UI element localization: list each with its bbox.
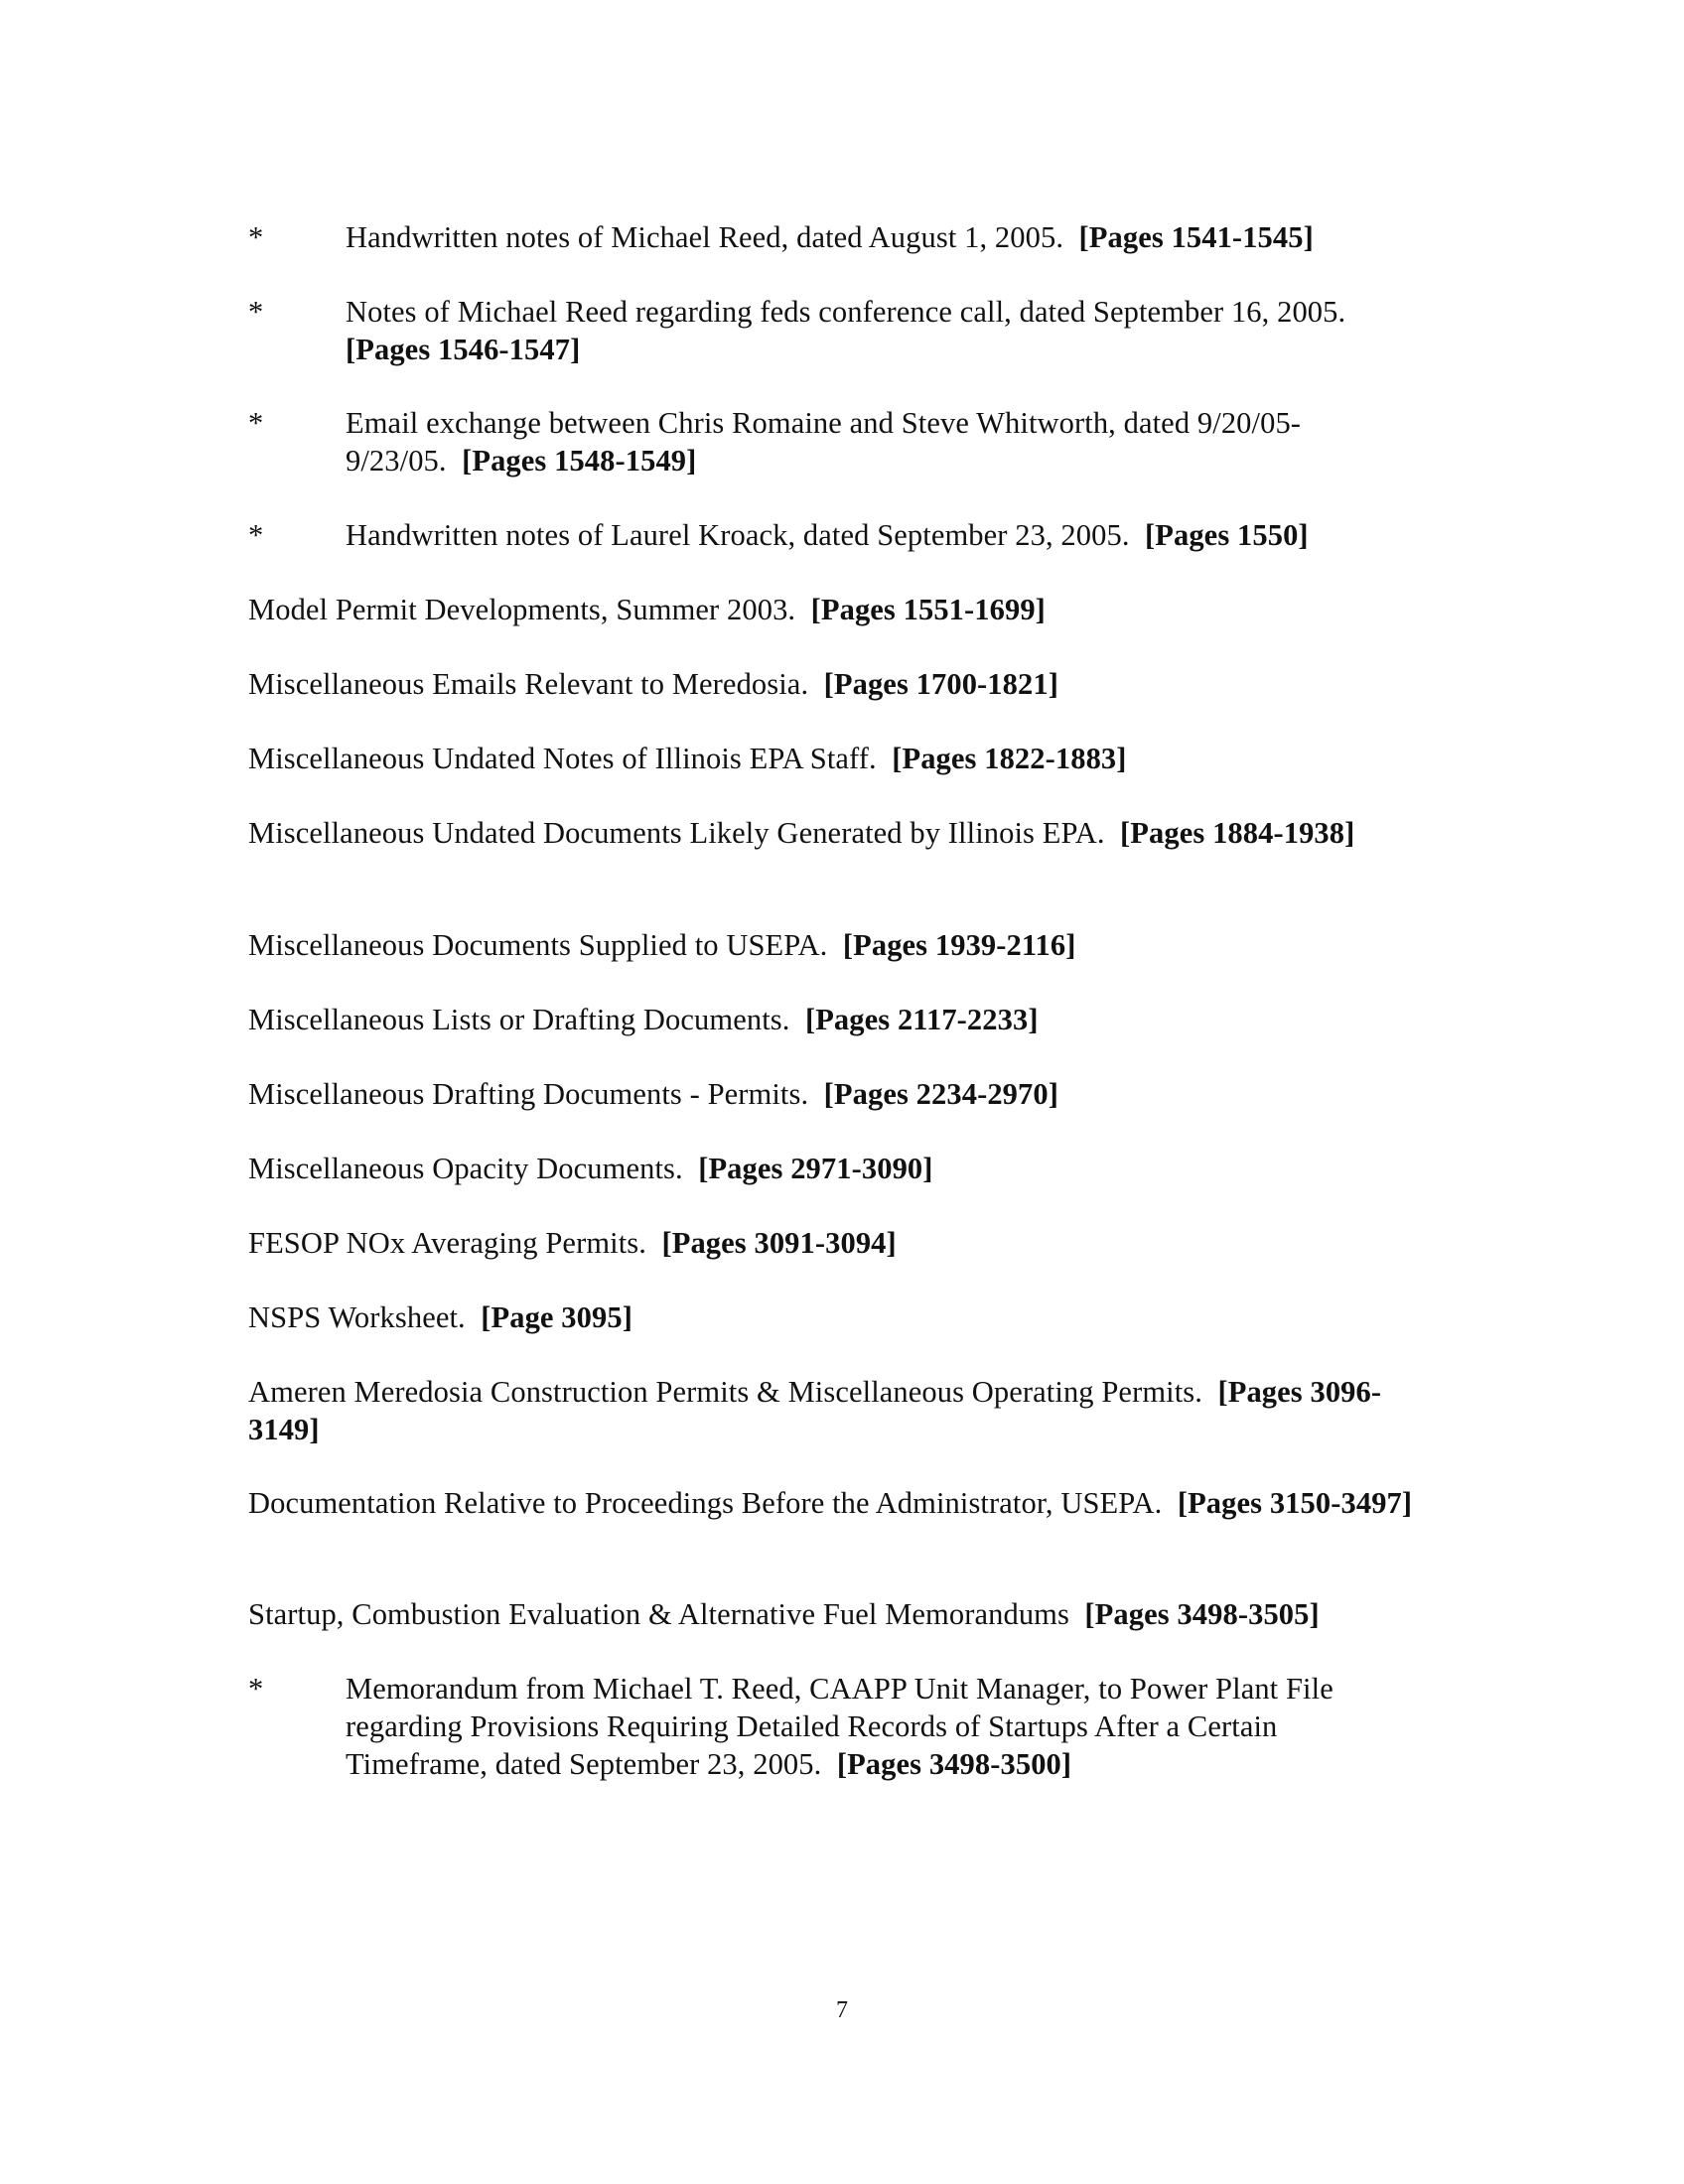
entry-description: Startup, Combustion Evaluation & Alternative Fuel Memorandums <box>248 1597 1069 1631</box>
entry-description: Email exchange between Chris Romaine and Steve Whitworth, dated 9/20/05-9/23/05. <box>346 406 1302 478</box>
entry-description: Miscellaneous Lists or Drafting Documents. <box>248 1003 790 1036</box>
page-number: 7 <box>836 1997 848 2023</box>
entry-description: Miscellaneous Emails Relevant to Meredosia. <box>248 667 809 701</box>
entry-description: Miscellaneous Documents Supplied to USEPA. <box>248 928 828 962</box>
list-item <box>248 1150 1440 1187</box>
entry-description: Miscellaneous Undated Documents Likely Generated by Illinois EPA. <box>248 816 1105 850</box>
list-item <box>248 1298 1440 1336</box>
list-item <box>248 1595 1440 1633</box>
entry-description: Miscellaneous Drafting Documents - Permits. <box>248 1077 809 1111</box>
entry-pages-reference: [Pages 1884-1938] <box>1120 816 1355 850</box>
entry-text <box>346 404 1348 479</box>
list-item <box>248 1001 1440 1038</box>
entry-text <box>346 218 1438 256</box>
entry-pages-reference: [Pages 2234-2970] <box>823 1077 1058 1111</box>
bullet-asterisk: * <box>248 518 264 552</box>
entry-pages-reference: [Pages 3096-3149] <box>248 1375 1382 1446</box>
entry-pages-reference: [Pages 1548-1549] <box>462 444 697 478</box>
entry-pages-reference: [Pages 1551-1699] <box>810 593 1046 626</box>
entry-description: Documentation Relative to Proceedings Before the Administrator, USEPA. <box>248 1486 1163 1520</box>
entry-description: NSPS Worksheet. <box>248 1300 466 1334</box>
entry-description: Memorandum from Michael T. Reed, CAAPP Unit Manager, to Power Plant File regarding Provisions Requiring Detailed Records of Startups After a Certain Timeframe, dated September 23, 2005. <box>346 1672 1333 1781</box>
list-item <box>248 1484 1430 1522</box>
bullet-asterisk: * <box>248 295 264 329</box>
entry-pages-reference: [Pages 1550] <box>1145 518 1309 552</box>
entry-pages-reference: [Pages 2971-3090] <box>698 1152 933 1185</box>
list-item <box>248 740 1440 777</box>
list-item <box>248 814 1380 852</box>
list-item <box>248 591 1440 628</box>
list-item <box>248 1075 1440 1113</box>
entry-pages-reference: [Pages 3498-3505] <box>1084 1597 1320 1631</box>
entry-description: Miscellaneous Opacity Documents. <box>248 1152 683 1185</box>
bullet-asterisk: * <box>248 220 264 254</box>
entry-text <box>346 516 1438 554</box>
entry-description: Ameren Meredosia Construction Permits & Miscellaneous Operating Permits. <box>248 1375 1202 1409</box>
entry-pages-reference: [Pages 1822-1883] <box>892 742 1127 775</box>
entry-pages-reference: [Pages 2117-2233] <box>804 1003 1039 1036</box>
entry-pages-reference: [Pages 1541-1545] <box>1078 220 1314 254</box>
list-item <box>248 1373 1390 1448</box>
entry-description: Handwritten notes of Laurel Kroack, dated September 23, 2005. <box>346 518 1130 552</box>
entry-pages-reference: [Pages 1939-2116] <box>842 928 1076 962</box>
bullet-asterisk: * <box>248 406 264 440</box>
entry-text <box>346 1670 1418 1783</box>
entry-pages-reference: [Pages 3091-3094] <box>661 1226 897 1260</box>
entry-description: Notes of Michael Reed regarding feds conference call, dated September 16, 2005. <box>346 295 1346 329</box>
list-item <box>248 926 1440 964</box>
entry-text <box>346 293 1438 368</box>
entry-pages-reference: [Pages 3498-3500] <box>836 1747 1072 1781</box>
entry-description: Miscellaneous Undated Notes of Illinois EPA Staff. <box>248 742 877 775</box>
entry-pages-reference: [Pages 1700-1821] <box>823 667 1058 701</box>
entry-pages-reference: [Page 3095] <box>481 1300 632 1334</box>
entry-pages-reference: [Pages 1546-1547] <box>346 333 581 366</box>
entry-description: Model Permit Developments, Summer 2003. <box>248 593 796 626</box>
entry-description: Handwritten notes of Michael Reed, dated August 1, 2005. <box>346 220 1064 254</box>
entry-description: FESOP NOx Averaging Permits. <box>248 1226 646 1260</box>
list-item <box>248 665 1440 703</box>
bullet-asterisk: * <box>248 1672 264 1706</box>
list-item <box>248 1224 1440 1262</box>
entry-pages-reference: [Pages 3150-3497] <box>1177 1486 1413 1520</box>
